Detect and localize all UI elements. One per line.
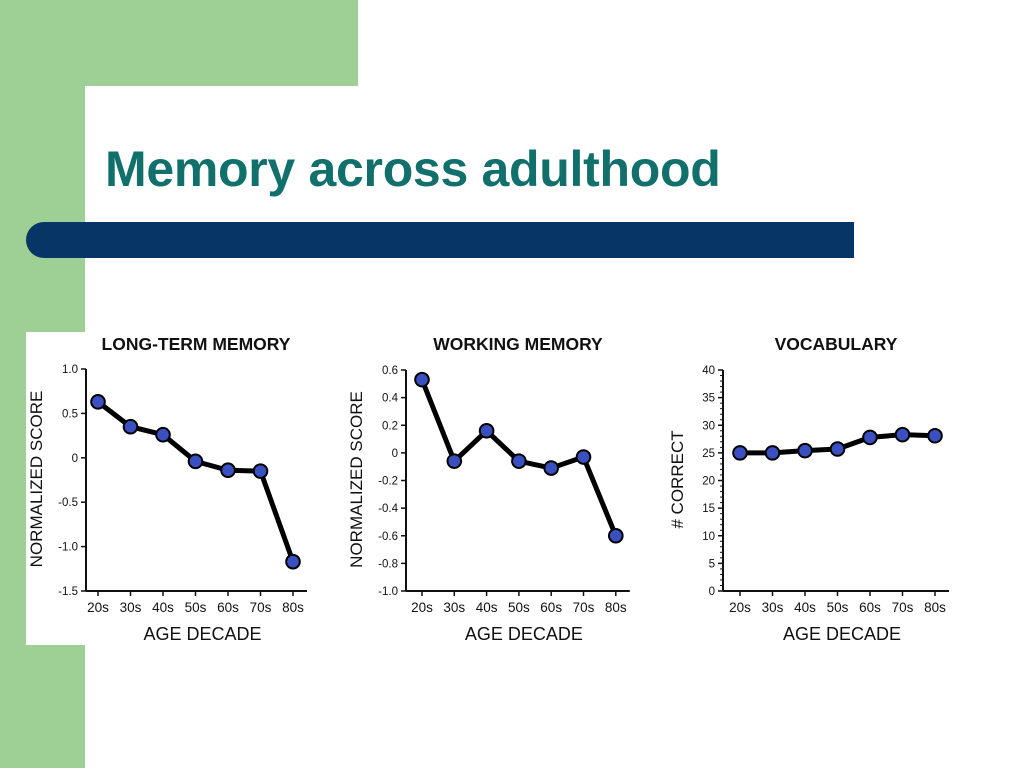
y-tick-label: 1.0: [62, 364, 78, 376]
data-point: [512, 454, 526, 468]
y-tick-label: 10: [702, 530, 715, 543]
x-tick-label: 30s: [761, 600, 784, 615]
chart-2: [347, 334, 630, 644]
title-underline-bar: [26, 222, 854, 258]
y-tick-label: -0.8: [378, 558, 398, 571]
y-tick-label: -0.4: [378, 503, 398, 516]
y-tick-label: 15: [702, 503, 715, 516]
data-point: [577, 450, 591, 464]
y-axis-label: # CORRECT: [668, 430, 687, 529]
x-tick-label: 50s: [184, 600, 207, 615]
y-tick-label: -1.5: [58, 586, 78, 598]
data-point: [91, 395, 105, 409]
x-tick-label: 60s: [217, 600, 239, 615]
data-point: [254, 464, 268, 478]
data-point: [480, 424, 494, 438]
figure-panel: [26, 332, 980, 645]
x-tick-label: 70s: [249, 600, 272, 615]
x-tick-label: 60s: [540, 600, 563, 615]
x-tick-label: 80s: [604, 600, 627, 615]
y-tick-label: -0.6: [378, 530, 398, 543]
x-tick-label: 80s: [282, 600, 304, 615]
y-tick-label: 20: [702, 475, 715, 488]
data-point: [609, 529, 623, 543]
y-tick-label: 0.5: [62, 408, 78, 421]
slide-title: Memory across adulthood: [105, 141, 721, 197]
x-tick-label: 70s: [891, 600, 914, 615]
data-point: [448, 454, 462, 468]
x-tick-label: 30s: [119, 600, 142, 615]
x-tick-label: 50s: [826, 600, 849, 615]
x-tick-label: 50s: [508, 600, 530, 615]
data-point: [124, 420, 138, 434]
y-tick-label: 40: [702, 365, 715, 377]
x-tick-label: 70s: [572, 600, 595, 615]
chart-title: VOCABULARY: [774, 334, 898, 354]
data-point: [766, 446, 780, 460]
chart-3: [668, 334, 949, 644]
x-axis-label: AGE DECADE: [143, 624, 262, 644]
y-tick-label: 25: [702, 447, 715, 460]
data-point: [896, 428, 910, 442]
chart-1: [27, 334, 307, 644]
data-point: [415, 373, 429, 387]
data-point: [156, 428, 170, 442]
x-tick-label: 30s: [443, 600, 466, 615]
y-tick-label: 0.4: [382, 392, 398, 405]
data-point: [863, 431, 877, 445]
x-tick-label: 20s: [729, 600, 751, 615]
x-axis-label: AGE DECADE: [782, 624, 902, 644]
chart-title: WORKING MEMORY: [433, 334, 603, 354]
x-tick-label: 60s: [859, 600, 881, 615]
y-tick-label: 0: [71, 452, 78, 465]
data-point: [544, 461, 558, 475]
top-accent-band: [0, 0, 358, 86]
x-tick-label: 40s: [152, 600, 174, 615]
y-tick-label: 30: [702, 420, 715, 433]
x-axis-label: AGE DECADE: [464, 624, 583, 644]
data-point: [798, 444, 812, 458]
y-tick-label: 0: [391, 447, 398, 460]
data-point: [831, 442, 845, 456]
y-tick-label: -1.0: [58, 541, 78, 554]
data-point: [189, 455, 203, 469]
data-point: [733, 446, 747, 460]
x-tick-label: 80s: [924, 600, 946, 615]
y-tick-label: 35: [702, 392, 715, 405]
y-tick-label: 0.2: [382, 420, 398, 433]
x-tick-label: 40s: [475, 600, 498, 615]
y-tick-label: 0: [708, 586, 715, 598]
x-tick-label: 40s: [794, 600, 816, 615]
y-axis-label: NORMALIZED SCORE: [347, 391, 366, 568]
x-tick-label: 20s: [87, 600, 109, 615]
y-tick-label: 0.6: [382, 365, 398, 377]
y-tick-label: -1.0: [378, 586, 398, 598]
charts-figure: [26, 332, 980, 645]
y-tick-label: -0.5: [58, 497, 78, 510]
y-axis-label: NORMALIZED SCORE: [27, 390, 46, 568]
y-tick-label: -0.2: [378, 475, 398, 488]
data-point: [286, 555, 300, 569]
data-point: [928, 429, 942, 443]
data-point: [221, 463, 235, 477]
chart-title: LONG-TERM MEMORY: [101, 334, 291, 354]
y-tick-label: 5: [708, 558, 715, 571]
x-tick-label: 20s: [411, 600, 433, 615]
